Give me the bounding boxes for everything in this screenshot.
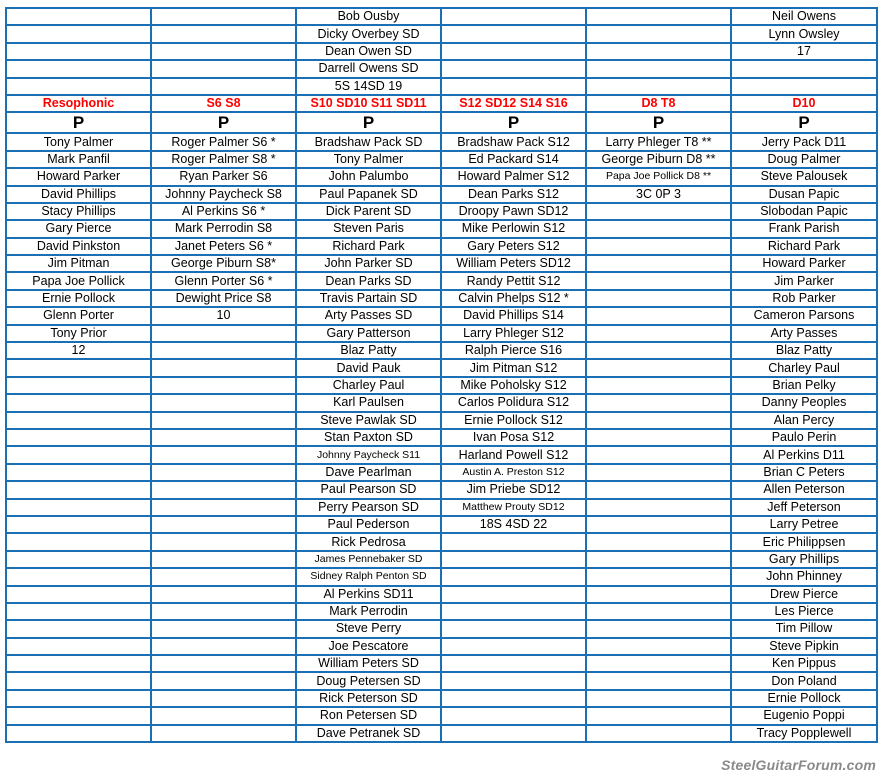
table-cell — [6, 551, 151, 568]
table-cell — [151, 325, 296, 342]
table-cell: 5S 14SD 19 — [296, 78, 441, 95]
table-cell — [441, 43, 586, 60]
table-cell — [731, 78, 877, 95]
table-cell — [6, 533, 151, 550]
table-cell — [151, 43, 296, 60]
table-row — [6, 672, 877, 689]
table-cell — [586, 638, 731, 655]
table-cell: Cameron Parsons — [731, 307, 877, 324]
table-cell: Jerry Pack D11 — [731, 133, 877, 150]
table-row — [6, 551, 877, 568]
table-cell: Randy Pettit S12 — [441, 272, 586, 289]
table-cell — [586, 377, 731, 394]
category-header-row — [6, 95, 877, 112]
table-cell: Jim Parker — [731, 272, 877, 289]
table-cell: Johnny Paycheck S8 — [151, 186, 296, 203]
table-cell: Carlos Polidura S12 — [441, 394, 586, 411]
table-cell: Howard Parker — [6, 168, 151, 185]
table-cell — [441, 78, 586, 95]
table-cell: Ivan Posa S12 — [441, 429, 586, 446]
table-cell — [6, 464, 151, 481]
table-cell — [6, 499, 151, 516]
table-cell — [586, 620, 731, 637]
table-cell: Blaz Patty — [296, 342, 441, 359]
letter-row — [6, 112, 877, 133]
letter-heading-cell: P — [586, 112, 731, 133]
table-cell: 12 — [6, 342, 151, 359]
table-cell — [441, 25, 586, 42]
table-cell: Calvin Phelps S12 * — [441, 290, 586, 307]
table-cell — [586, 238, 731, 255]
table-cell — [586, 690, 731, 707]
table-cell — [586, 725, 731, 742]
table-cell — [6, 638, 151, 655]
table-cell — [586, 325, 731, 342]
table-row — [6, 429, 877, 446]
table-cell — [586, 499, 731, 516]
table-cell — [441, 60, 586, 77]
table-cell — [6, 359, 151, 376]
table-cell: Ryan Parker S6 — [151, 168, 296, 185]
table-cell: Rick Pedrosa — [296, 533, 441, 550]
table-cell: Darrell Owens SD — [296, 60, 441, 77]
table-body — [6, 8, 877, 742]
table-cell — [586, 446, 731, 463]
table-cell: Frank Parish — [731, 220, 877, 237]
category-header-cell: Resophonic — [6, 95, 151, 112]
table-cell — [586, 429, 731, 446]
category-header-cell: S6 S8 — [151, 95, 296, 112]
table-cell: Paul Pearson SD — [296, 481, 441, 498]
table-cell — [151, 60, 296, 77]
table-cell: Glenn Porter S6 * — [151, 272, 296, 289]
table-cell: David Pauk — [296, 359, 441, 376]
table-cell — [441, 603, 586, 620]
table-cell: Roger Palmer S8 * — [151, 151, 296, 168]
table-cell: 3C 0P 3 — [586, 186, 731, 203]
table-cell: Alan Percy — [731, 412, 877, 429]
table-row — [6, 60, 877, 77]
table-row — [6, 133, 877, 150]
table-cell — [586, 220, 731, 237]
table-cell: Papa Joe Pollick D8 ** — [586, 168, 731, 185]
table-cell: Dave Pearlman — [296, 464, 441, 481]
table-cell — [6, 586, 151, 603]
letter-heading-cell: P — [151, 112, 296, 133]
table-cell: George Piburn S8* — [151, 255, 296, 272]
table-cell — [6, 377, 151, 394]
table-cell — [6, 690, 151, 707]
table-cell — [441, 672, 586, 689]
table-cell — [441, 533, 586, 550]
table-row — [6, 342, 877, 359]
table-cell — [586, 78, 731, 95]
table-cell: Bob Ousby — [296, 8, 441, 25]
table-cell: David Pinkston — [6, 238, 151, 255]
table-cell: Tracy Popplewell — [731, 725, 877, 742]
category-header-cell: S12 SD12 S14 S16 — [441, 95, 586, 112]
table-cell: Dean Parks SD — [296, 272, 441, 289]
table-cell: Mark Perrodin — [296, 603, 441, 620]
table-cell — [151, 586, 296, 603]
table-row — [6, 394, 877, 411]
table-cell — [441, 707, 586, 724]
table-cell — [586, 655, 731, 672]
table-row — [6, 690, 877, 707]
table-cell: Steve Palousek — [731, 168, 877, 185]
table-cell: Les Pierce — [731, 603, 877, 620]
table-cell — [151, 551, 296, 568]
table-cell: Mike Poholsky S12 — [441, 377, 586, 394]
table-cell — [586, 568, 731, 585]
table-cell: Dusan Papic — [731, 186, 877, 203]
table-row — [6, 412, 877, 429]
table-cell: Austin A. Preston S12 — [441, 464, 586, 481]
table-cell: Larry Petree — [731, 516, 877, 533]
table-cell — [151, 481, 296, 498]
table-row — [6, 186, 877, 203]
table-cell: Roger Palmer S6 * — [151, 133, 296, 150]
category-header-cell: D10 — [731, 95, 877, 112]
table-cell: Steve Pawlak SD — [296, 412, 441, 429]
table-cell: David Phillips — [6, 186, 151, 203]
table-cell: Larry Phleger T8 ** — [586, 133, 731, 150]
table-cell — [441, 655, 586, 672]
table-cell: Mark Panfil — [6, 151, 151, 168]
table-cell: Arty Passes SD — [296, 307, 441, 324]
table-cell: John Parker SD — [296, 255, 441, 272]
table-cell: Bradshaw Pack SD — [296, 133, 441, 150]
table-row — [6, 220, 877, 237]
table-cell — [6, 412, 151, 429]
table-cell: Tim Pillow — [731, 620, 877, 637]
table-row — [6, 655, 877, 672]
table-cell: Arty Passes — [731, 325, 877, 342]
letter-heading-cell: P — [441, 112, 586, 133]
table-row — [6, 533, 877, 550]
table-cell — [586, 290, 731, 307]
table-cell: Paul Pederson — [296, 516, 441, 533]
table-cell — [151, 8, 296, 25]
table-cell — [441, 8, 586, 25]
table-row — [6, 290, 877, 307]
table-cell: Allen Peterson — [731, 481, 877, 498]
name-list-table — [5, 7, 878, 743]
table-cell: Jim Pitman S12 — [441, 359, 586, 376]
table-cell: Johnny Paycheck S11 — [296, 446, 441, 463]
table-row — [6, 203, 877, 220]
table-cell — [151, 25, 296, 42]
table-row — [6, 586, 877, 603]
table-cell: Droopy Pawn SD12 — [441, 203, 586, 220]
table-cell — [6, 60, 151, 77]
table-cell: 10 — [151, 307, 296, 324]
table-cell — [151, 516, 296, 533]
table-row — [6, 25, 877, 42]
table-cell — [586, 203, 731, 220]
table-cell — [151, 342, 296, 359]
table-cell: Ed Packard S14 — [441, 151, 586, 168]
table-cell: Tony Palmer — [296, 151, 441, 168]
table-cell: John Palumbo — [296, 168, 441, 185]
table-cell — [441, 568, 586, 585]
table-row — [6, 516, 877, 533]
table-cell — [151, 638, 296, 655]
table-cell — [6, 603, 151, 620]
table-cell — [586, 255, 731, 272]
table-cell: Lynn Owsley — [731, 25, 877, 42]
table-cell: Dave Petranek SD — [296, 725, 441, 742]
letter-heading-cell: P — [731, 112, 877, 133]
table-cell — [586, 394, 731, 411]
table-cell — [586, 603, 731, 620]
table-cell: John Phinney — [731, 568, 877, 585]
table-cell — [731, 60, 877, 77]
table-cell: Mike Perlowin S12 — [441, 220, 586, 237]
table-cell — [6, 672, 151, 689]
table-cell: Matthew Prouty SD12 — [441, 499, 586, 516]
table-row — [6, 446, 877, 463]
table-cell: Jim Priebe SD12 — [441, 481, 586, 498]
table-cell — [586, 533, 731, 550]
table-cell: Rob Parker — [731, 290, 877, 307]
table-cell: Charley Paul — [296, 377, 441, 394]
table-cell: 18S 4SD 22 — [441, 516, 586, 533]
table-cell: Dean Parks S12 — [441, 186, 586, 203]
table-cell — [586, 359, 731, 376]
table-cell: Charley Paul — [731, 359, 877, 376]
table-cell: Al Perkins S6 * — [151, 203, 296, 220]
table-cell: Paulo Perin — [731, 429, 877, 446]
table-cell — [6, 43, 151, 60]
table-row — [6, 464, 877, 481]
table-cell — [6, 516, 151, 533]
table-cell: Neil Owens — [731, 8, 877, 25]
table-cell: Ken Pippus — [731, 655, 877, 672]
table-cell — [151, 499, 296, 516]
table-cell — [6, 25, 151, 42]
table-cell — [151, 394, 296, 411]
table-cell — [586, 672, 731, 689]
table-cell: David Phillips S14 — [441, 307, 586, 324]
table-cell — [151, 655, 296, 672]
table-cell — [441, 586, 586, 603]
table-cell: Perry Pearson SD — [296, 499, 441, 516]
table-cell — [586, 481, 731, 498]
table-cell — [441, 690, 586, 707]
table-cell: Tony Prior — [6, 325, 151, 342]
table-row — [6, 638, 877, 655]
table-row — [6, 603, 877, 620]
table-cell: Al Perkins D11 — [731, 446, 877, 463]
table-cell: Brian Pelky — [731, 377, 877, 394]
table-cell: Doug Petersen SD — [296, 672, 441, 689]
table-cell — [586, 464, 731, 481]
table-row — [6, 377, 877, 394]
table-cell: Rick Peterson SD — [296, 690, 441, 707]
table-row — [6, 307, 877, 324]
table-row — [6, 620, 877, 637]
table-cell: Janet Peters S6 * — [151, 238, 296, 255]
table-row — [6, 168, 877, 185]
table-cell — [6, 655, 151, 672]
table-cell — [151, 568, 296, 585]
table-cell — [6, 568, 151, 585]
table-cell: Joe Pescatore — [296, 638, 441, 655]
table-cell: Karl Paulsen — [296, 394, 441, 411]
site-watermark: SteelGuitarForum.com — [721, 757, 876, 773]
table-cell — [151, 533, 296, 550]
table-cell: Bradshaw Pack S12 — [441, 133, 586, 150]
table-cell — [586, 43, 731, 60]
table-cell — [586, 707, 731, 724]
table-cell — [586, 412, 731, 429]
table-row — [6, 238, 877, 255]
table-cell: Blaz Patty — [731, 342, 877, 359]
table-cell — [6, 429, 151, 446]
table-cell: Glenn Porter — [6, 307, 151, 324]
table-cell — [151, 359, 296, 376]
table-row — [6, 359, 877, 376]
table-cell: William Peters SD12 — [441, 255, 586, 272]
table-cell: Steve Pipkin — [731, 638, 877, 655]
category-header-cell: S10 SD10 S11 SD11 — [296, 95, 441, 112]
table-cell — [6, 620, 151, 637]
table-cell — [151, 707, 296, 724]
table-cell: Ron Petersen SD — [296, 707, 441, 724]
table-cell — [586, 25, 731, 42]
table-cell: George Piburn D8 ** — [586, 151, 731, 168]
table-cell — [6, 394, 151, 411]
table-cell: Slobodan Papic — [731, 203, 877, 220]
table-cell: Ernie Pollock — [6, 290, 151, 307]
table-cell — [151, 725, 296, 742]
table-cell — [151, 690, 296, 707]
table-cell — [441, 551, 586, 568]
table-cell: Steven Paris — [296, 220, 441, 237]
table-cell: Ernie Pollock — [731, 690, 877, 707]
table-cell — [151, 603, 296, 620]
table-cell: Stacy Phillips — [6, 203, 151, 220]
table-cell — [151, 377, 296, 394]
category-header-cell: D8 T8 — [586, 95, 731, 112]
table-cell: Steve Perry — [296, 620, 441, 637]
table-cell — [6, 481, 151, 498]
table-cell: Don Poland — [731, 672, 877, 689]
table-cell — [586, 8, 731, 25]
table-cell — [586, 307, 731, 324]
table-cell: Brian C Peters — [731, 464, 877, 481]
table-cell: William Peters SD — [296, 655, 441, 672]
table-cell: Al Perkins SD11 — [296, 586, 441, 603]
table-cell — [151, 78, 296, 95]
table-cell: Richard Park — [731, 238, 877, 255]
table-cell — [6, 707, 151, 724]
table-row — [6, 8, 877, 25]
table-cell: Paul Papanek SD — [296, 186, 441, 203]
letter-heading-cell: P — [6, 112, 151, 133]
table-cell: Stan Paxton SD — [296, 429, 441, 446]
table-cell: Dewight Price S8 — [151, 290, 296, 307]
table-cell — [151, 464, 296, 481]
table-cell: Ralph Pierce S16 — [441, 342, 586, 359]
table-cell: Harland Powell S12 — [441, 446, 586, 463]
table-cell: Ernie Pollock S12 — [441, 412, 586, 429]
table-row — [6, 325, 877, 342]
table-cell: Gary Peters S12 — [441, 238, 586, 255]
table-row — [6, 707, 877, 724]
table-cell: Howard Parker — [731, 255, 877, 272]
table-cell: Papa Joe Pollick — [6, 272, 151, 289]
table-cell: Gary Patterson — [296, 325, 441, 342]
table-row — [6, 499, 877, 516]
table-cell — [6, 78, 151, 95]
table-row — [6, 151, 877, 168]
table-cell: Howard Palmer S12 — [441, 168, 586, 185]
table-cell: 17 — [731, 43, 877, 60]
table-cell: Eric Philippsen — [731, 533, 877, 550]
table-cell: Dicky Overbey SD — [296, 25, 441, 42]
table-cell: Tony Palmer — [6, 133, 151, 150]
table-cell — [586, 272, 731, 289]
letter-heading-cell: P — [296, 112, 441, 133]
table-cell — [586, 551, 731, 568]
table-cell: Richard Park — [296, 238, 441, 255]
table-cell — [6, 8, 151, 25]
table-row — [6, 568, 877, 585]
table-cell: Sidney Ralph Penton SD — [296, 568, 441, 585]
table-cell: Mark Perrodin S8 — [151, 220, 296, 237]
table-cell — [586, 60, 731, 77]
table-cell — [586, 586, 731, 603]
table-cell: Dick Parent SD — [296, 203, 441, 220]
table-row — [6, 272, 877, 289]
table-cell: Gary Phillips — [731, 551, 877, 568]
table-cell — [151, 672, 296, 689]
table-cell — [151, 446, 296, 463]
table-cell: Drew Pierce — [731, 586, 877, 603]
table-row — [6, 43, 877, 60]
table-cell: Gary Pierce — [6, 220, 151, 237]
table-row — [6, 78, 877, 95]
table-cell: Danny Peoples — [731, 394, 877, 411]
table-cell — [586, 342, 731, 359]
table-row — [6, 725, 877, 742]
table-cell — [441, 725, 586, 742]
table-cell: Jeff Peterson — [731, 499, 877, 516]
table-cell — [151, 620, 296, 637]
table-cell: Jim Pitman — [6, 255, 151, 272]
table-cell: Dean Owen SD — [296, 43, 441, 60]
table-cell: Travis Partain SD — [296, 290, 441, 307]
table-cell — [6, 725, 151, 742]
table-row — [6, 481, 877, 498]
table-cell: James Pennebaker SD — [296, 551, 441, 568]
table-cell — [151, 429, 296, 446]
table-cell — [6, 446, 151, 463]
table-cell: Larry Phleger S12 — [441, 325, 586, 342]
table-cell — [586, 516, 731, 533]
table-row — [6, 255, 877, 272]
table-cell — [151, 412, 296, 429]
table-cell — [441, 638, 586, 655]
table-cell — [441, 620, 586, 637]
table-cell: Doug Palmer — [731, 151, 877, 168]
table-cell: Eugenio Poppi — [731, 707, 877, 724]
